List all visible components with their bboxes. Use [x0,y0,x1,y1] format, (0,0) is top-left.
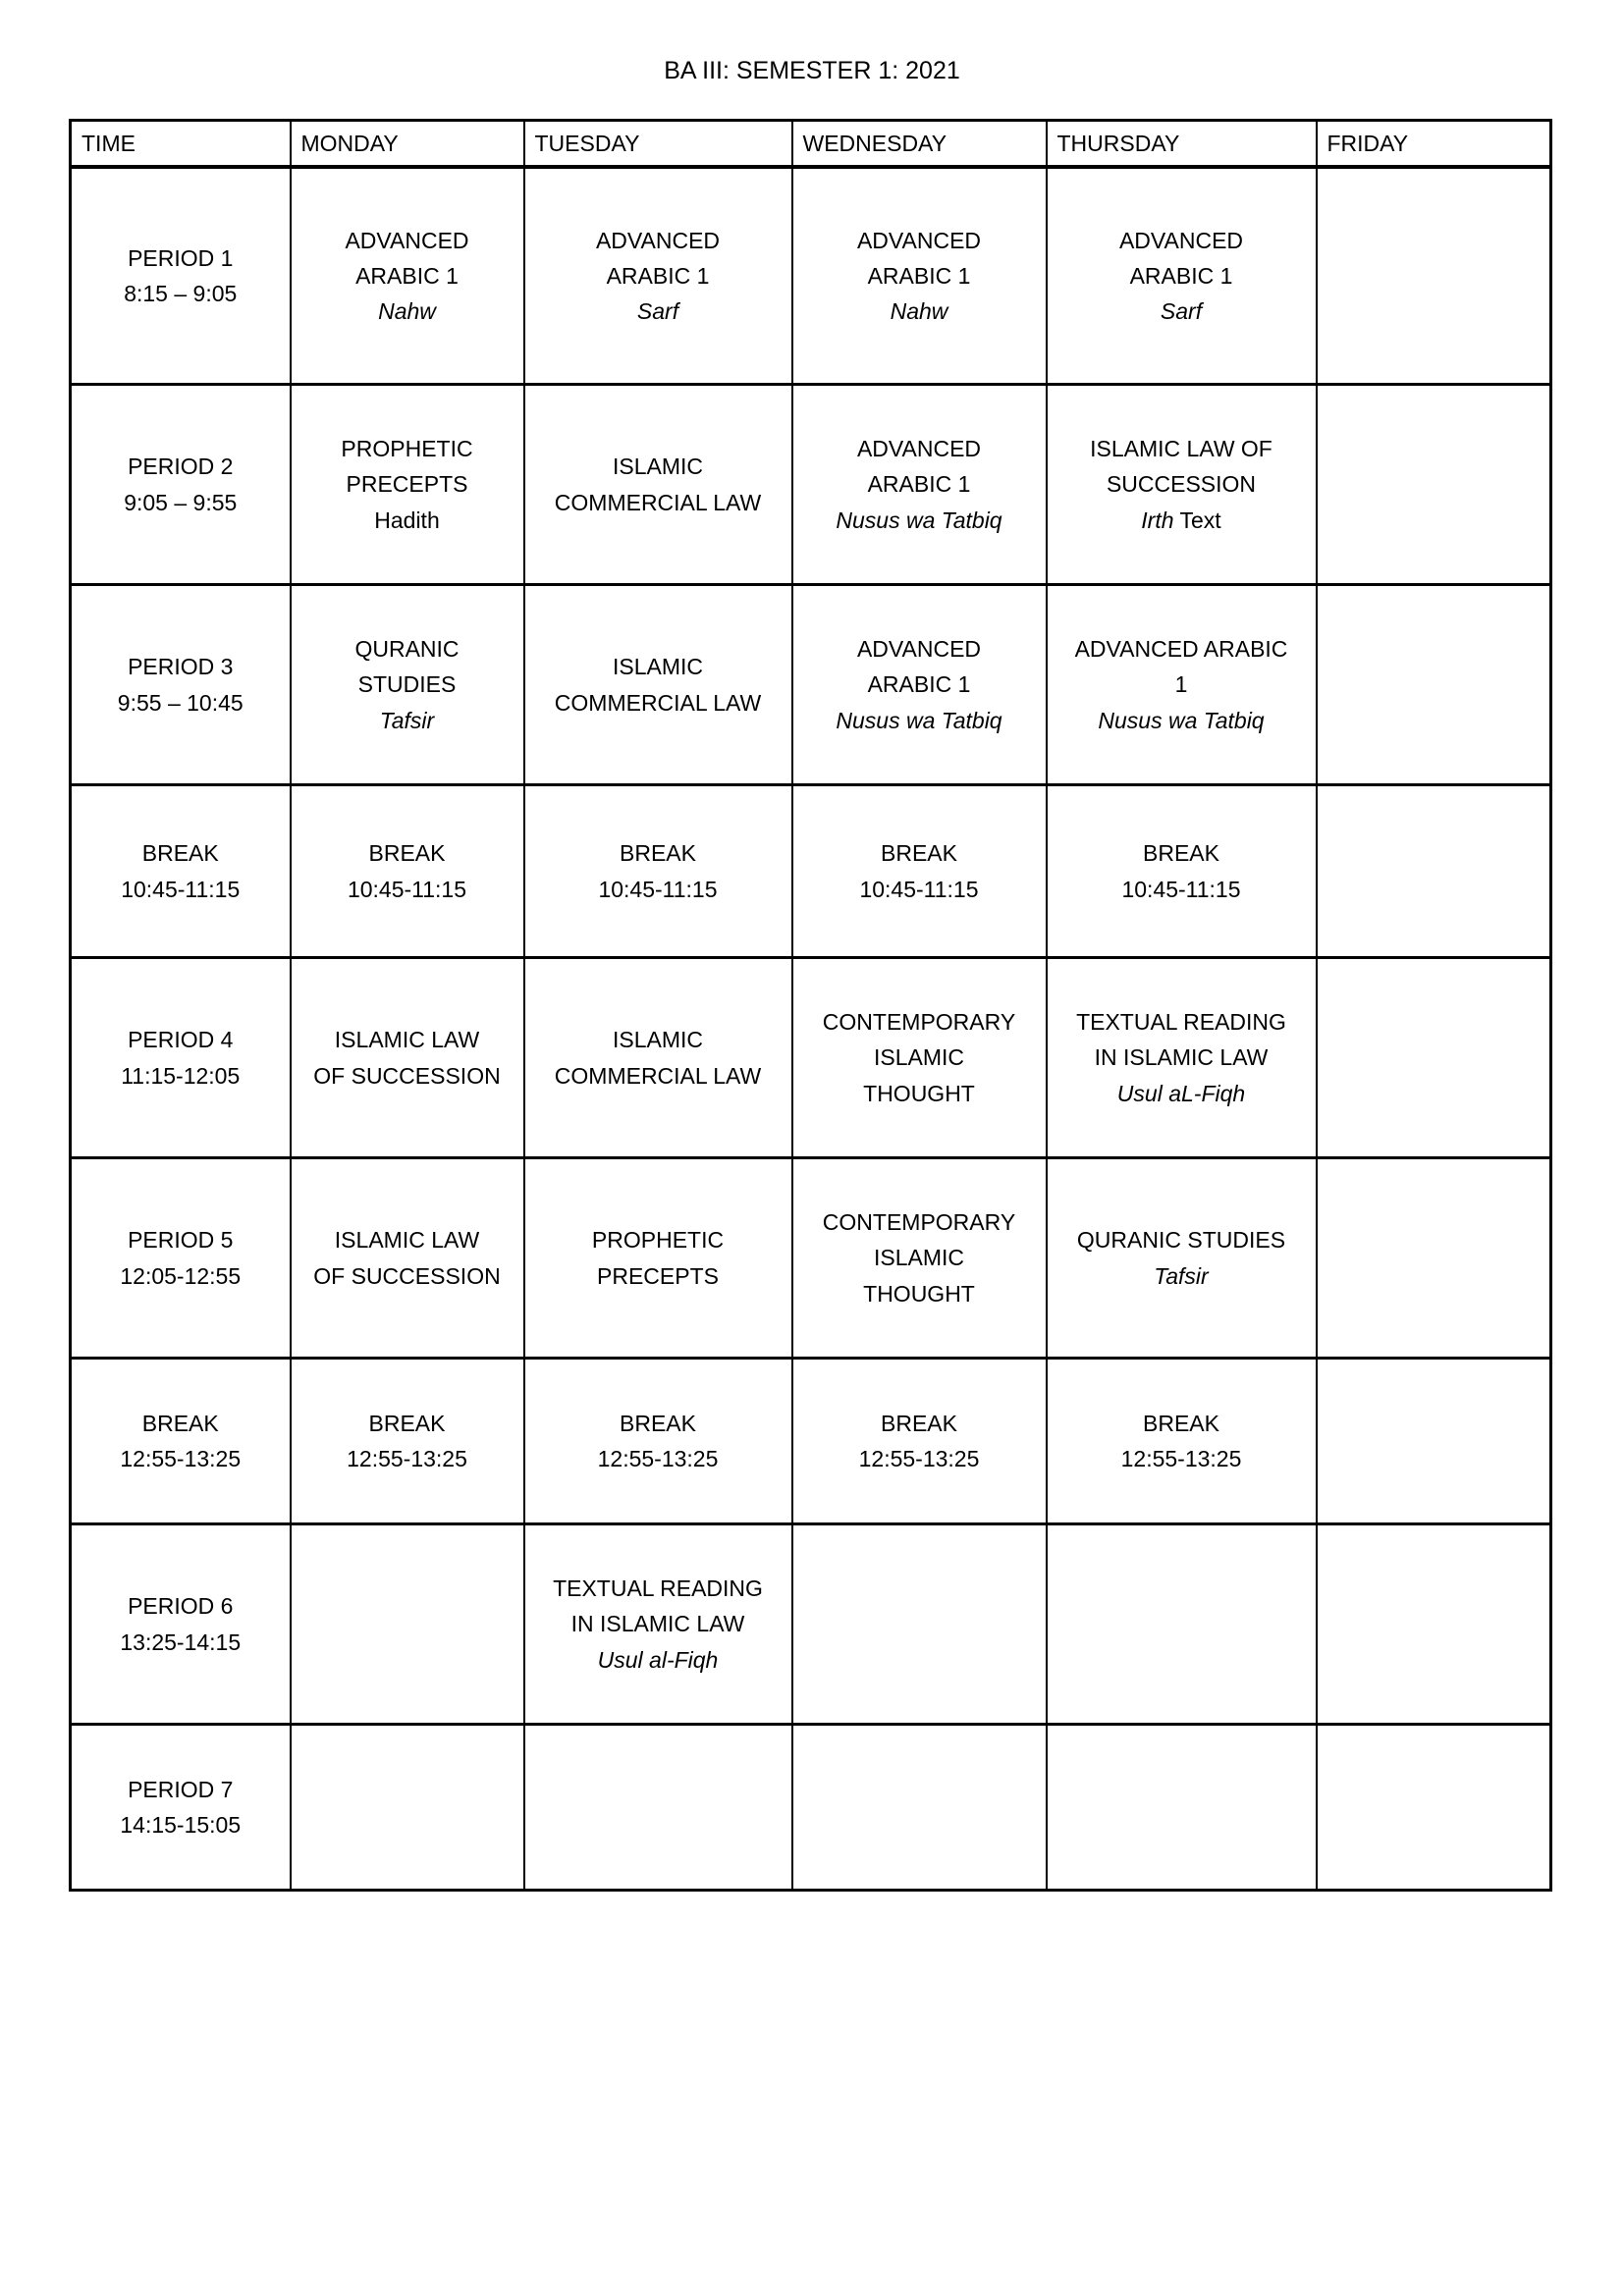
cell-wednesday-period-2 [792,385,1047,585]
cell-text: ADVANCED [345,227,469,253]
cell-wednesday-break-2 [792,1359,1047,1524]
cell-text: PERIOD 6 [128,1593,234,1620]
cell-text: ADVANCED [856,227,982,253]
cell-line [799,1240,1040,1275]
cell-line [531,258,785,294]
cell-text: 14:15-15:05 [120,1812,242,1838]
cell-line [1054,1258,1310,1294]
cell-line [799,1406,1040,1441]
cell-line [1054,835,1310,871]
cell-friday-break-2 [1317,1359,1551,1524]
cell-text: 12:55-13:25 [1120,1446,1242,1471]
cell-line [1054,1004,1310,1040]
cell-line [298,223,517,258]
cell-line [298,431,517,466]
cell-line [298,1058,517,1094]
cell-line [1054,631,1310,667]
cell-text: ISLAMIC LAW OF [1090,436,1272,461]
cell-line [799,835,1040,871]
table-row-break-2 [71,1359,1551,1524]
cell-text: OF SUCCESSION [313,1062,501,1089]
cell-text: ARABIC 1 [867,262,971,289]
cell-line [298,1222,517,1257]
cell-text: CONTEMPORARY [822,1009,1016,1035]
cell-text: OF SUCCESSION [313,1262,501,1289]
cell-friday-period-4 [1317,958,1551,1158]
cell-line [799,258,1040,294]
cell-monday-period-4 [291,958,524,1158]
cell-line [298,503,517,538]
cell-line [78,1406,284,1441]
cell-text: BREAK [620,840,696,867]
cell-text: 10:45-11:15 [598,876,718,902]
cell-wednesday-period-7 [792,1725,1047,1891]
cell-time-period-7 [71,1725,291,1891]
subject-subtitle-text: Nusus wa Tatbiq [836,707,1002,733]
cell-line [799,631,1040,667]
cell-text: ISLAMIC LAW [334,1227,480,1254]
cell-text: ADVANCED ARABIC [1074,636,1288,662]
cell-line [799,1441,1040,1476]
cell-text: PRECEPTS [346,471,468,498]
cell-line [531,1258,785,1294]
cell-text: PROPHETIC [341,436,473,461]
cell-friday-period-3 [1317,585,1551,785]
table-row-period-2 [71,385,1551,585]
cell-thursday-break-2 [1047,1359,1317,1524]
cell-text: ARABIC 1 [355,262,459,289]
cell-line [78,276,284,311]
subject-subtitle-text: Tafsir [1154,1262,1209,1289]
subject-subtitle-text: Sarf [636,298,679,325]
subject-subtitle-text: Nahw [378,298,436,325]
cell-text: ADVANCED [856,636,982,662]
cell-line [298,258,517,294]
cell-line [298,872,517,907]
cell-friday-period-2 [1317,385,1551,585]
cell-text: ARABIC 1 [867,671,971,698]
cell-text: STUDIES [357,671,457,698]
cell-line [1054,223,1310,258]
cell-line [531,1058,785,1094]
table-row-period-5 [71,1158,1551,1359]
cell-tuesday-period-1 [524,167,792,385]
cell-text: ADVANCED [595,227,721,253]
column-header-time: TIME [71,121,291,168]
cell-line [1054,294,1310,329]
cell-text: ARABIC 1 [1129,262,1233,289]
cell-tuesday-period-4 [524,958,792,1158]
cell-line [531,1441,785,1476]
cell-text: 13:25-14:15 [120,1629,242,1655]
cell-text: TEXTUAL READING [1076,1009,1286,1035]
cell-line [1054,466,1310,502]
cell-text: 12:05-12:55 [120,1262,242,1289]
cell-time-break-1 [71,785,291,958]
cell-thursday-period-7 [1047,1725,1317,1891]
cell-line [531,294,785,329]
cell-line [531,223,785,258]
cell-text: 12:55-13:25 [858,1446,980,1471]
cell-time-period-3 [71,585,291,785]
cell-line [1054,872,1310,907]
subject-subtitle-text: Nusus wa Tatbiq [836,507,1002,533]
cell-line [1054,1406,1310,1441]
cell-text: ARABIC 1 [606,262,710,289]
table-row-period-6 [71,1524,1551,1725]
cell-line [1054,1076,1310,1111]
cell-text: THOUGHT [863,1080,975,1106]
cell-text: PERIOD 5 [128,1227,234,1254]
cell-line [78,685,284,721]
table-row-break-1 [71,785,1551,958]
cell-tuesday-period-3 [524,585,792,785]
subject-subtitle-text: Tafsir [379,707,435,733]
timetable-body [71,167,1551,1891]
page-title: BA III: SEMESTER 1: 2021 [664,57,960,84]
column-header-tuesday: TUESDAY [524,121,792,168]
cell-line [298,631,517,667]
cell-line [298,667,517,702]
cell-line [78,1588,284,1624]
table-row-period-3 [71,585,1551,785]
cell-line [531,1022,785,1057]
column-header-wednesday: WEDNESDAY [792,121,1047,168]
cell-line [531,1606,785,1641]
cell-line [298,703,517,738]
cell-time-period-6 [71,1524,291,1725]
cell-line [298,1406,517,1441]
cell-friday-break-1 [1317,785,1551,958]
cell-text: PRECEPTS [597,1262,719,1289]
cell-text: 8:15 – 9:05 [124,281,238,306]
cell-text: 10:45-11:15 [347,876,467,902]
subject-subtitle-text: Usul aL-Fiqh [1116,1080,1246,1106]
cell-line [531,449,785,484]
cell-line [298,1258,517,1294]
column-header-thursday: THURSDAY [1047,121,1317,168]
cell-text: ISLAMIC LAW [334,1027,480,1053]
cell-line [531,685,785,721]
cell-text: PROPHETIC [591,1227,725,1254]
cell-text: 9:05 – 9:55 [124,489,238,515]
cell-text: BREAK [1143,1410,1219,1436]
cell-line [78,1058,284,1094]
table-row-period-4 [71,958,1551,1158]
subject-subtitle-text: Sarf [1160,298,1203,325]
cell-text: PERIOD 3 [128,654,234,680]
cell-monday-period-3 [291,585,524,785]
cell-time-break-2 [71,1359,291,1524]
cell-text: COMMERCIAL LAW [554,1062,762,1089]
column-header-friday: FRIDAY [1317,121,1551,168]
cell-line [298,1022,517,1057]
cell-line [1054,258,1310,294]
cell-tuesday-period-2 [524,385,792,585]
cell-monday-period-5 [291,1158,524,1359]
cell-line [78,1441,284,1476]
cell-line [78,240,284,276]
cell-tuesday-period-5 [524,1158,792,1359]
cell-text: PERIOD 2 [128,454,234,480]
cell-text: QURANIC [354,636,460,662]
cell-line [799,1276,1040,1311]
timetable [69,119,1552,1892]
cell-text: 1 [1174,671,1188,698]
cell-text: BREAK [368,1410,446,1436]
cell-monday-period-6 [291,1524,524,1725]
cell-text: PERIOD 1 [128,244,234,271]
cell-text: 10:45-11:15 [1121,876,1241,902]
cell-text: BREAK [620,1410,696,1436]
cell-line [531,872,785,907]
cell-time-period-4 [71,958,291,1158]
cell-line [799,872,1040,907]
cell-line [799,1040,1040,1075]
cell-line [78,1258,284,1294]
cell-text: 10:45-11:15 [859,876,979,902]
cell-line [78,449,284,484]
subject-subtitle-text: Nahw [890,298,948,325]
cell-line [799,667,1040,702]
cell-thursday-period-4 [1047,958,1317,1158]
cell-line [1054,503,1310,538]
cell-tuesday-period-6 [524,1524,792,1725]
table-row-period-7 [71,1725,1551,1891]
cell-line [531,1642,785,1678]
cell-line [298,835,517,871]
cell-line [531,835,785,871]
cell-text: IN ISLAMIC LAW [570,1611,745,1637]
cell-line [799,503,1040,538]
cell-thursday-period-3 [1047,585,1317,785]
cell-monday-period-7 [291,1725,524,1891]
cell-line [799,1076,1040,1111]
cell-line [799,1004,1040,1040]
cell-line [78,485,284,520]
cell-line [531,1406,785,1441]
cell-line [298,1441,517,1476]
cell-text: IN ISLAMIC LAW [1094,1044,1269,1071]
cell-tuesday-period-7 [524,1725,792,1891]
cell-time-period-1 [71,167,291,385]
cell-line [298,294,517,329]
cell-text: 12:55-13:25 [120,1446,242,1471]
cell-tuesday-break-1 [524,785,792,958]
cell-text: QURANIC STUDIES [1076,1227,1286,1254]
cell-line [1054,431,1310,466]
cell-wednesday-period-5 [792,1158,1047,1359]
column-header-monday: MONDAY [291,121,524,168]
cell-text: BREAK [881,1410,957,1436]
cell-text: ISLAMIC [873,1245,965,1271]
cell-text: BREAK [1143,840,1219,867]
cell-line [799,1204,1040,1240]
cell-text: 12:55-13:25 [347,1446,467,1471]
cell-line [799,466,1040,502]
cell-thursday-period-2 [1047,385,1317,585]
cell-friday-period-5 [1317,1158,1551,1359]
cell-line [298,466,517,502]
cell-text: COMMERCIAL LAW [554,489,762,515]
cell-friday-period-6 [1317,1524,1551,1725]
cell-text: TEXTUAL READING [553,1575,763,1601]
cell-text: BREAK [368,840,446,867]
cell-wednesday-period-1 [792,167,1047,385]
cell-text: ADVANCED [856,436,982,461]
cell-thursday-break-1 [1047,785,1317,958]
header-row [71,121,1551,168]
cell-line [531,485,785,520]
cell-friday-period-1 [1317,167,1551,385]
cell-line [78,1772,284,1807]
cell-monday-break-2 [291,1359,524,1524]
cell-time-period-2 [71,385,291,585]
cell-text: ISLAMIC [612,454,704,480]
cell-line [799,431,1040,466]
cell-line [1054,703,1310,738]
cell-wednesday-period-4 [792,958,1047,1158]
cell-wednesday-period-6 [792,1524,1047,1725]
cell-line [78,1022,284,1057]
cell-monday-period-2 [291,385,524,585]
cell-monday-period-1 [291,167,524,385]
subject-subtitle-text: Irth [1141,507,1174,533]
cell-text: COMMERCIAL LAW [554,689,762,716]
cell-text: BREAK [141,840,219,867]
cell-line [799,703,1040,738]
cell-text: ISLAMIC [612,654,704,680]
cell-line [78,1222,284,1257]
cell-monday-break-1 [291,785,524,958]
cell-text: BREAK [141,1410,219,1436]
cell-text: THOUGHT [863,1280,975,1307]
cell-line [78,835,284,871]
cell-text: BREAK [881,840,957,867]
cell-thursday-period-1 [1047,167,1317,385]
cell-time-period-5 [71,1158,291,1359]
cell-line [1054,1040,1310,1075]
cell-line [1054,667,1310,702]
cell-text: PERIOD 7 [128,1776,234,1802]
cell-line [78,1807,284,1842]
cell-text: Hadith [374,507,440,533]
cell-text: ISLAMIC [873,1044,965,1071]
cell-line [531,1571,785,1606]
cell-text: ISLAMIC [612,1027,704,1053]
cell-text: PERIOD 4 [128,1027,234,1053]
cell-wednesday-period-3 [792,585,1047,785]
cell-thursday-period-6 [1047,1524,1317,1725]
cell-line [78,872,284,907]
cell-text: 11:15-12:05 [121,1062,241,1089]
cell-line [799,223,1040,258]
cell-text: 10:45-11:15 [121,876,241,902]
cell-line [1054,1441,1310,1476]
table-row-period-1 [71,167,1551,385]
cell-line [531,649,785,684]
cell-line [531,1222,785,1257]
cell-text: CONTEMPORARY [822,1209,1016,1235]
cell-text: 12:55-13:25 [597,1446,719,1471]
cell-line [78,649,284,684]
cell-text: SUCCESSION [1106,471,1257,498]
cell-line [799,294,1040,329]
cell-text: ADVANCED [1118,227,1244,253]
cell-thursday-period-5 [1047,1158,1317,1359]
cell-line [1054,1222,1310,1257]
cell-text: 9:55 – 10:45 [117,689,244,716]
cell-tuesday-break-2 [524,1359,792,1524]
cell-text: Text [1173,507,1221,533]
cell-wednesday-break-1 [792,785,1047,958]
subject-subtitle-text: Nusus wa Tatbiq [1098,707,1265,733]
cell-friday-period-7 [1317,1725,1551,1891]
subject-subtitle-text: Usul al-Fiqh [597,1646,719,1673]
cell-line [78,1625,284,1660]
cell-text: ARABIC 1 [867,471,971,498]
